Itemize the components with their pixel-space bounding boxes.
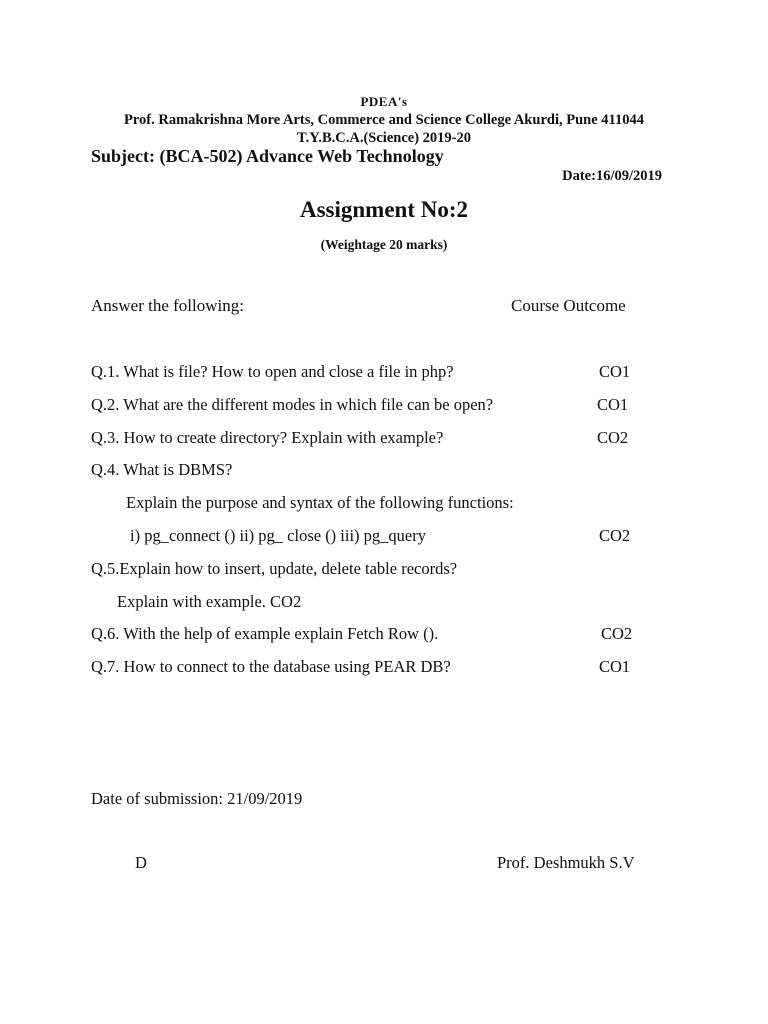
assignment-title: Assignment No:2 [299, 197, 469, 222]
question-5: Q.5.Explain how to insert, update, delete table records? [91, 559, 458, 578]
question-2: Q.2. What are the different modes in which file can be open? [91, 395, 494, 414]
question-6-co: CO2 [601, 624, 633, 643]
question-1-co: CO1 [599, 362, 631, 381]
weightage: (Weightage 20 marks) [320, 237, 448, 252]
question-1: Q.1. What is file? How to open and close a file in php? [91, 362, 454, 381]
submission-date: Date of submission: 21/09/2019 [91, 789, 303, 808]
signature-right: Prof. Deshmukh S.V [497, 853, 635, 872]
question-7: Q.7. How to connect to the database using PEAR DB? [91, 657, 451, 676]
question-7-co: CO1 [599, 657, 631, 676]
course-outcome-heading: Course Outcome [511, 296, 626, 315]
question-6: Q.6. With the help of example explain Fetch Row (). [91, 624, 439, 643]
class-year: T.Y.B.C.A.(Science) 2019-20 [297, 130, 471, 146]
subject-line: Subject: (BCA-502) Advance Web Technology [91, 146, 444, 166]
answer-heading: Answer the following: [91, 296, 244, 315]
question-2-co: CO1 [597, 395, 629, 414]
question-4: Q.4. What is DBMS? [91, 460, 233, 479]
question-3: Q.3. How to create directory? Explain with example? [91, 428, 444, 447]
signature-left: D [135, 853, 147, 872]
question-4-sub: Explain the purpose and syntax of the following functions: [126, 493, 514, 512]
assignment-date: Date:16/09/2019 [562, 168, 662, 184]
college-name: Prof. Ramakrishna More Arts, Commerce and Science College Akurdi, Pune 411044 [124, 112, 644, 128]
question-3-co: CO2 [597, 428, 629, 447]
org-name: PDEA's [360, 94, 408, 109]
question-5-sub: Explain with example. CO2 [117, 592, 302, 611]
question-4-functions: i) pg_connect () ii) pg_ close () iii) pg_query [130, 526, 426, 545]
question-4-co: CO2 [599, 526, 631, 545]
